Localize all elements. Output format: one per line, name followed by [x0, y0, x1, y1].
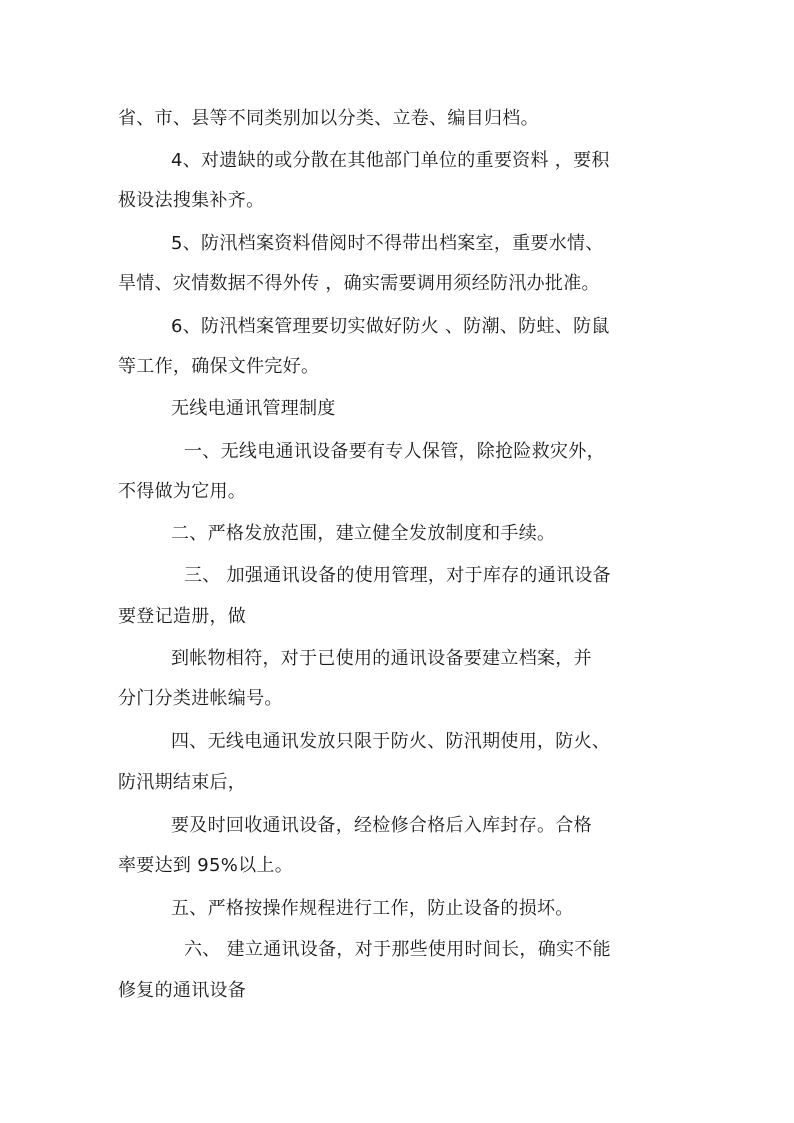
text-line: 要登记造册，做: [118, 606, 247, 627]
text-line: 二、严格发放范围，建立健全发放制度和手续。: [171, 523, 556, 544]
text-line: 等工作，确保文件完好。: [118, 356, 320, 377]
text-line: 极设法搜集补齐。: [118, 190, 265, 211]
text-line: 一、无线电通讯设备要有专人保管，除抢险救灾外，: [184, 441, 605, 462]
text-line: 修复的通讯设备: [118, 980, 247, 1001]
section-heading: 无线电通讯管理制度: [171, 398, 336, 419]
text-line: 六、 建立通讯设备，对于那些使用时间长，确实不能: [184, 939, 611, 960]
text-line: 不得做为它用。: [118, 481, 247, 502]
text-line: 6、防汛档案管理要切实做好防火 、防潮、防蛀、防鼠: [171, 316, 610, 337]
text-line: 4、对遗缺的或分散在其他部门单位的重要资料 ，要积: [171, 150, 610, 171]
text-line: 防汛期结束后，: [118, 772, 247, 793]
text-line: 五、严格按操作规程进行工作，防止设备的损坏。: [171, 898, 574, 919]
text-line: 四、无线电通讯发放只限于防火、防汛期使用，防火、: [171, 731, 611, 752]
text-line: 5、防汛档案资料借阅时不得带出档案室，重要水情、: [171, 233, 604, 254]
text-line: 要及时回收通讯设备，经检修合格后入库封存。合格: [171, 815, 592, 836]
text-line: 分门分类进帐编号。: [118, 688, 283, 709]
text-line: 旱情、灾情数据不得外传 ，确实需要调用须经防汛办批准。: [118, 273, 600, 294]
text-line: 率要达到 95%以上。: [118, 855, 294, 876]
text-line: 省、市、县等不同类别加以分类、立卷、编目归档。: [118, 108, 539, 129]
text-line: 到帐物相符，对于已使用的通讯设备要建立档案，并: [171, 648, 592, 669]
text-line: 三、 加强通讯设备的使用管理，对于库存的通讯设备: [184, 565, 611, 586]
